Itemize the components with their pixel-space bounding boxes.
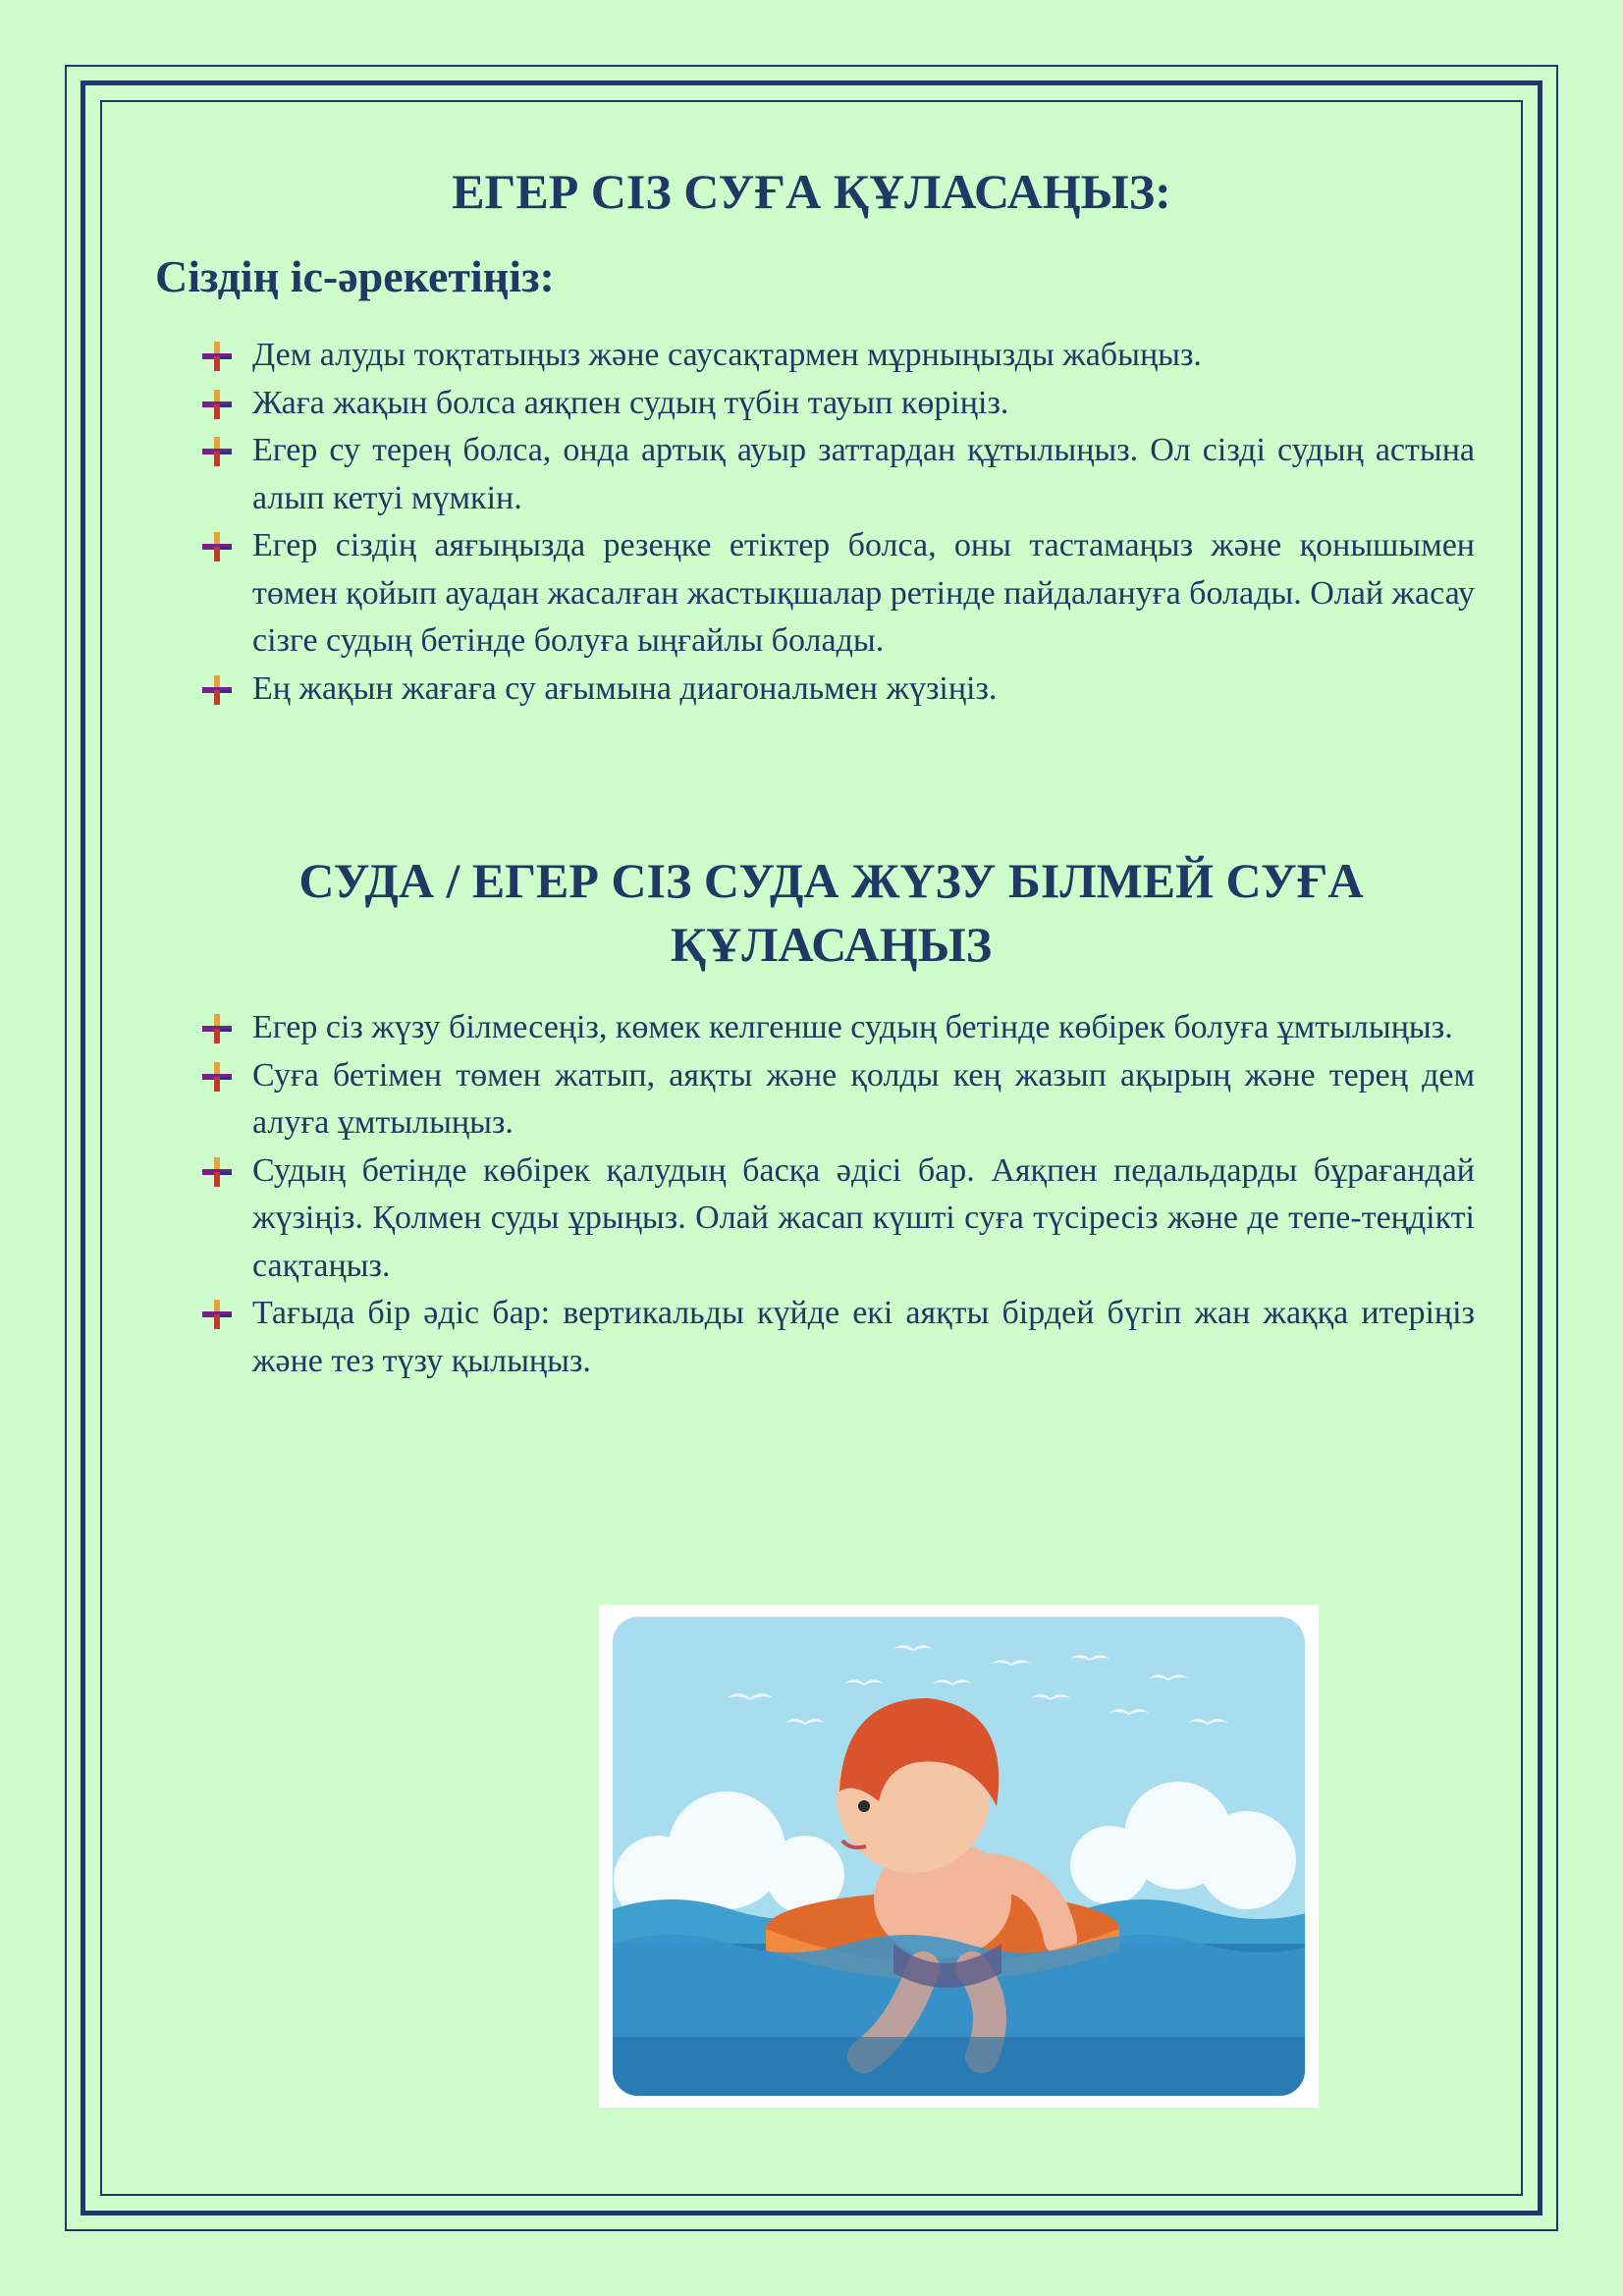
bullet-cross-icon	[202, 1157, 232, 1187]
bullet-cross-icon	[202, 1300, 232, 1329]
section1-title: ЕГЕР СІЗ СУҒА ҚҰЛАСАҢЫЗ:	[452, 164, 1171, 219]
list-item	[202, 380, 1475, 428]
bullet-cross-icon	[202, 1062, 232, 1092]
list-item	[202, 1290, 1475, 1385]
section2-title: СУДА / ЕГЕР СІЗ СУДА ЖҮЗУ БІЛМЕЙ СУҒА ҚҰЛАСАҢЫЗ	[298, 853, 1364, 972]
list-item-text: Судың бетінде көбірек қалудың басқа әдісі бар. Аяқпен педальдарды бұрағандай жүзіңіз. Қолмен суды ұрыңыз. Олай жасап күшті суға түсіресіз және де тепе-теңдікті сақтаңыз.	[252, 1151, 1475, 1284]
list-item-text: Суға бетімен төмен жатып, аяқты және қолды кең жазып ақырың және терең дем алуға ұмтылыңыз.	[252, 1056, 1475, 1141]
list-item	[202, 666, 1475, 714]
bullet-cross-icon	[202, 342, 232, 371]
list-item	[202, 1148, 1475, 1291]
list-item	[202, 332, 1475, 380]
child-swimming-with-float-ring-illustration	[599, 1605, 1319, 2108]
bullet-cross-icon	[202, 532, 232, 561]
list-item-text: Тағыда бір әдіс бар: вертикальды күйде екі аяқты бірдей бүгіп жан жаққа итеріңіз және тез түзу қылыңыз.	[252, 1295, 1475, 1379]
list-item-text: Дем алуды тоқтатыңыз және саусақтармен мұрныңызды жабыңыз.	[252, 337, 1202, 373]
section2-list	[202, 1004, 1475, 1385]
list-item-text: Жаға жақын болса аяқпен судың түбін тауып көріңіз.	[252, 384, 1009, 421]
list-item	[202, 1004, 1475, 1052]
section1-subtitle: Сіздің іс-әрекетіңіз:	[155, 251, 555, 301]
list-item	[202, 427, 1475, 522]
bullet-cross-icon	[202, 437, 232, 466]
list-item	[202, 522, 1475, 666]
bullet-cross-icon	[202, 675, 232, 705]
section1-list	[202, 332, 1475, 713]
list-item-text: Егер сіздің аяғыңызда резеңке етіктер болса, оны тастамаңыз және қонышымен төмен қойып ауадан жасалған жастықшалар ретінде пайдалануға болады. Олай жасау сізге судың бетінде болуға ыңғайлы болады.	[252, 527, 1475, 659]
bullet-cross-icon	[202, 1014, 232, 1043]
list-item-text: Ең жақын жағаға су ағымына диагональмен жүзіңіз.	[252, 669, 998, 707]
list-item	[202, 1052, 1475, 1148]
bullet-cross-icon	[202, 390, 232, 419]
list-item-text: Егер су терең болса, онда артық ауыр заттардан құтылыңыз. Ол сізді судың астына алып кетуі мүмкін.	[252, 432, 1475, 516]
list-item-text: Егер сіз жүзу білмесеңіз, көмек келгенше судың бетінде көбірек болуға ұмтылыңыз.	[252, 1009, 1453, 1045]
